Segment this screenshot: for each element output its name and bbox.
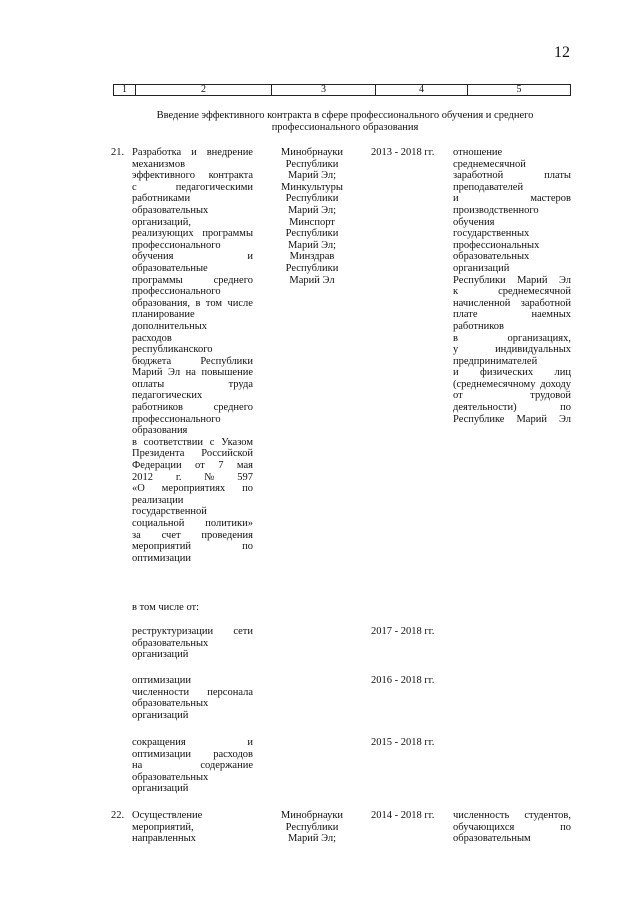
text-line: производственного	[453, 204, 539, 216]
page-number: 12	[554, 44, 570, 61]
text-line: Минздрав	[289, 251, 335, 263]
text-line: программы среднего	[132, 274, 253, 286]
text-line: Республики	[285, 262, 339, 274]
text-line: Минобрнауки	[280, 810, 344, 821]
text-line: обучающихся по	[453, 821, 571, 833]
text-line: образовательных	[132, 204, 209, 216]
text-line: в организациях,	[453, 332, 571, 344]
text-line: Марий Эл;	[287, 170, 337, 182]
text-line: реструктуризации сети	[132, 626, 253, 637]
text-line: организаций	[132, 709, 189, 721]
text-line: образовательных	[132, 698, 209, 710]
text-line: реализации	[132, 494, 184, 506]
text-line: плате наемных	[453, 309, 571, 321]
row-22-activity	[132, 810, 253, 845]
text-line: на содержание	[132, 760, 253, 772]
text-line: к среднемесячной	[453, 286, 571, 298]
text-line: профессионального	[132, 413, 221, 425]
text-line: обучения и	[132, 251, 253, 263]
text-line: Республики	[285, 158, 339, 170]
text-line: Марий Эл на повышение	[132, 367, 253, 379]
text-line: образовательных	[132, 637, 209, 649]
text-line: образовательные	[132, 262, 208, 274]
text-line: оптимизации расходов	[132, 748, 253, 760]
header-col-3: 3	[272, 85, 376, 95]
text-line: Федерации от 7 мая	[132, 460, 253, 472]
text-line: от трудовой	[453, 390, 571, 402]
text-line: Марий Эл	[289, 274, 335, 286]
text-line: республиканского	[132, 344, 213, 356]
row-22-period: 2014 - 2018 гг.	[371, 810, 435, 821]
text-line: 2012 г. № 597	[132, 471, 253, 483]
text-line: с педагогическими	[132, 181, 253, 193]
text-line: Республики	[285, 193, 339, 205]
text-line: преподавателей	[453, 181, 524, 193]
row-21-executors	[262, 147, 362, 286]
text-line: численности персонала	[132, 686, 253, 698]
text-line: расходов	[132, 332, 172, 344]
text-line: Минкультуры	[281, 181, 343, 193]
text-line: оптимизации	[132, 675, 192, 686]
text-line: мероприятий по	[132, 541, 253, 553]
text-line: образовательных	[132, 771, 209, 783]
text-line: профессионального	[132, 286, 221, 298]
text-line: бюджета Республики	[132, 355, 253, 367]
text-line: образования, в том числе	[132, 297, 253, 309]
text-line: Осуществление	[132, 810, 203, 821]
text-line: начисленной заработной	[453, 297, 571, 309]
text-line: работников среднего	[132, 402, 253, 414]
text-line: Республике Марий Эл	[453, 413, 571, 425]
header-col-1: 1	[114, 85, 136, 95]
text-line: (среднемесячному доходу	[453, 378, 571, 390]
text-line: у индивидуальных	[453, 344, 571, 356]
including-label: в том числе от:	[132, 602, 200, 613]
row-22-number: 22.	[111, 810, 125, 821]
text-line: Минобрнауки	[280, 147, 344, 158]
header-col-4: 4	[376, 85, 468, 95]
section-title: Введение эффективного контракта в сфере профессионального обучения и среднего профессионального образования	[156, 110, 534, 133]
row-22-executors	[262, 810, 362, 845]
row-21-number: 21.	[111, 147, 125, 158]
text-line: предпринимателей	[453, 355, 538, 367]
text-line: в соответствии с Указом	[132, 436, 253, 448]
subrow-3-text	[132, 737, 253, 795]
text-line: направленных	[132, 833, 196, 845]
text-line: организаций,	[132, 216, 191, 228]
text-line: реализующих программы	[132, 228, 253, 240]
text-line: мероприятий,	[132, 821, 194, 833]
subrow-1-text	[132, 626, 253, 661]
text-line: «О мероприятиях по	[132, 483, 253, 495]
text-line: профессиональных	[453, 239, 540, 251]
text-line: образовательных	[453, 251, 530, 263]
subrow-2-period: 2016 - 2018 гг.	[371, 675, 435, 686]
text-line: эффективного контракта	[132, 170, 253, 182]
text-line: организаций	[132, 783, 189, 795]
text-line: за счет проведения	[132, 529, 253, 541]
text-line: образования	[132, 425, 188, 437]
text-line: среднемесячной	[453, 158, 526, 170]
text-line: Республики	[285, 228, 339, 240]
table-header-row	[113, 84, 571, 96]
subrow-3-period: 2015 - 2018 гг.	[371, 737, 435, 748]
text-line: работниками	[132, 193, 191, 205]
text-line: и физических лиц	[453, 367, 571, 379]
text-line: обучения	[453, 216, 495, 228]
text-line: планирование	[132, 309, 195, 321]
row-22-indicator	[453, 810, 571, 845]
header-col-2: 2	[136, 85, 272, 95]
text-line: социальной политики»	[132, 518, 253, 529]
row-21-period: 2013 - 2018 гг.	[371, 147, 435, 158]
text-line: отношение	[453, 147, 503, 158]
text-line: сокращения и	[132, 737, 253, 748]
text-line: оптимизации	[132, 552, 192, 564]
text-line: профессионального	[132, 239, 221, 251]
subrow-1-period: 2017 - 2018 гг.	[371, 626, 435, 637]
text-line: оплаты труда	[132, 378, 253, 390]
text-line: Минспорт	[289, 216, 335, 228]
row-21-indicator	[453, 147, 571, 425]
text-line: Марий Эл;	[287, 239, 337, 251]
text-line: механизмов	[132, 158, 186, 170]
text-line: организаций	[453, 262, 510, 274]
text-line: Президента Российской	[132, 448, 253, 460]
text-line: и мастеров	[453, 193, 571, 205]
text-line: численность студентов,	[453, 810, 571, 821]
text-line: государственной	[132, 506, 207, 518]
row-21-activity	[132, 147, 253, 564]
text-line: Разработка и внедрение	[132, 147, 253, 158]
text-line: Марий Эл;	[287, 833, 337, 845]
text-line: деятельности) по	[453, 402, 571, 414]
text-line: образовательным	[453, 833, 531, 845]
header-col-5: 5	[516, 84, 522, 95]
text-line: государственных	[453, 228, 530, 240]
subrow-2-text	[132, 675, 253, 721]
text-line: работников	[453, 320, 504, 332]
text-line: Республики Марий Эл	[453, 274, 571, 286]
text-line: педагогических	[132, 390, 203, 402]
text-line: организаций	[132, 649, 189, 661]
text-line: Республики	[285, 821, 339, 833]
text-line: заработной платы	[453, 170, 571, 182]
text-line: дополнительных	[132, 320, 208, 332]
text-line: Марий Эл;	[287, 204, 337, 216]
